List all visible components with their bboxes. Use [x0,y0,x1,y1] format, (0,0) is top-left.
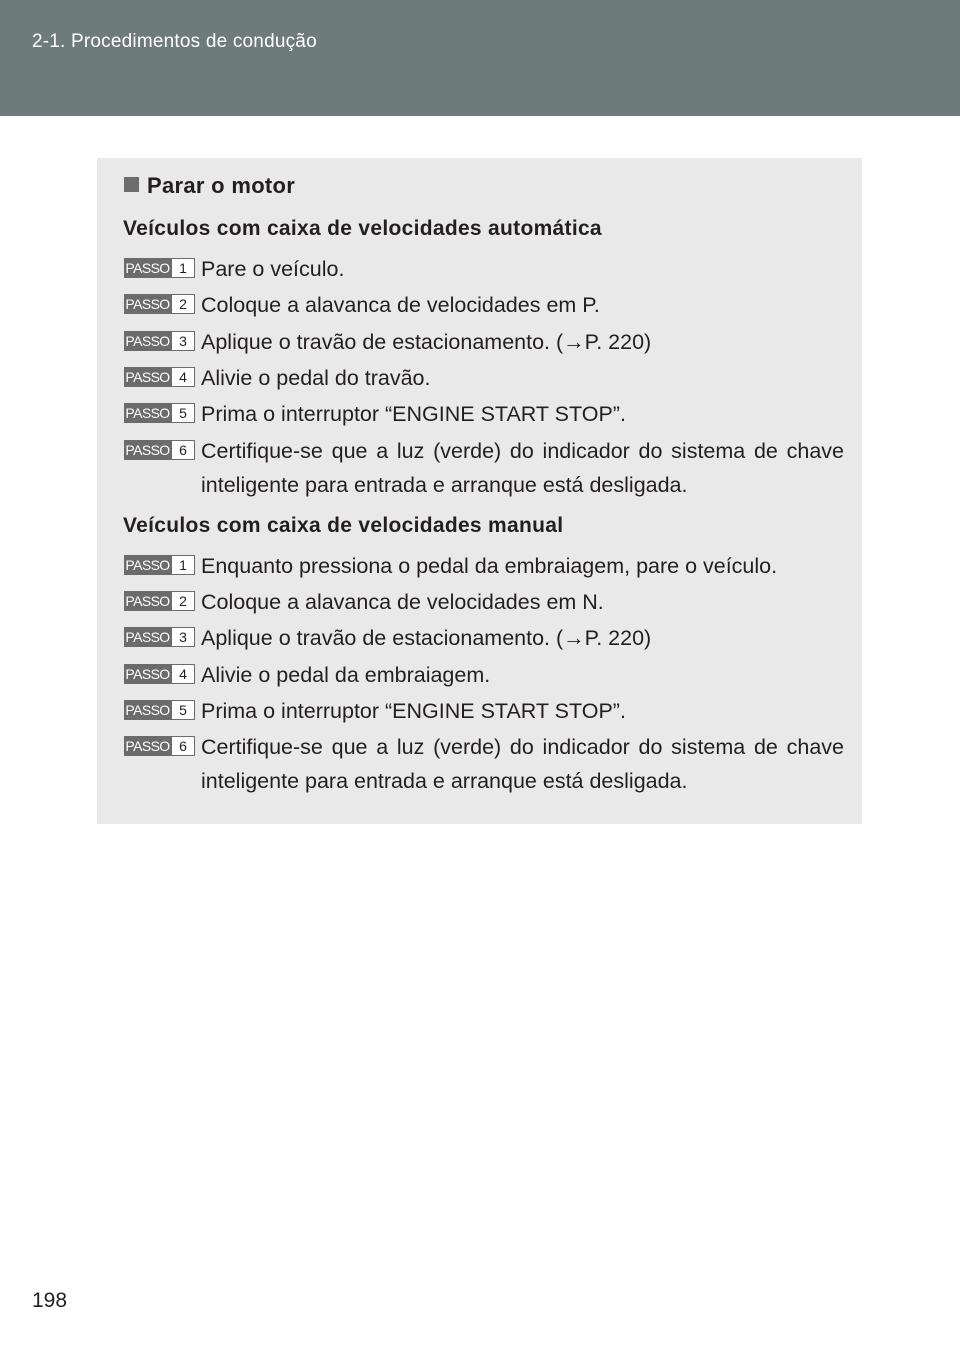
step-badge-label: PASSO [125,333,170,349]
step-text: Coloque a alavanca de velocidades em P. [201,293,600,317]
step-badge-label: PASSO [125,593,170,609]
step-badge [124,664,195,684]
step-item [124,658,844,692]
step-text: Certifique-se que a luz (verde) do indicador do sistema de chave inteligente para entrada e arranque está desligada. [201,735,844,793]
step-badge-label: PASSO [125,702,170,718]
step-item [124,730,844,798]
step-text: Coloque a alavanca de velocidades em N. [201,590,604,614]
step-item [124,361,844,395]
step-text: Pare o veículo. [201,257,345,281]
step-item [124,585,844,619]
step-badge [124,367,195,387]
step-badge [124,591,195,611]
step-badge [124,555,195,575]
step-text: Prima o interruptor “ENGINE START STOP”. [201,699,626,723]
step-text: Prima o interruptor “ENGINE START STOP”. [201,402,626,426]
step-badge [124,440,195,460]
step-badge [124,736,195,756]
step-item [124,621,844,655]
step-text: Alivie o pedal da embraiagem. [201,663,491,687]
step-badge-number: 2 [171,591,195,611]
step-item [124,434,844,502]
step-badge-number: 3 [171,331,195,351]
step-badge-label: PASSO [125,666,170,682]
step-badge-number: 5 [171,700,195,720]
step-badge-number: 3 [171,627,195,647]
section-heading [124,173,295,199]
step-badge-number: 4 [171,367,195,387]
step-badge-label: PASSO [125,738,170,754]
step-text: Aplique o travão de estacionamento. (→P. 220) [201,330,652,354]
step-item [124,325,844,359]
step-badge-label: PASSO [125,369,170,385]
page-number: 198 [32,1289,68,1312]
step-badge [124,258,195,278]
step-item [124,288,844,322]
step-item [124,252,844,286]
step-text: Aplique o travão de estacionamento. (→P. 220) [201,626,652,650]
step-badge-number: 2 [171,294,195,314]
step-badge [124,294,195,314]
group-heading-automatic: Veículos com caixa de velocidades automática [123,217,602,240]
step-item [124,549,844,583]
step-badge [124,627,195,647]
chapter-header-band [0,0,960,116]
step-badge-label: PASSO [125,442,170,458]
step-badge [124,700,195,720]
step-badge-number: 5 [171,403,195,423]
step-text: Enquanto pressiona o pedal da embraiagem, pare o veículo. [201,554,778,578]
step-badge-number: 6 [171,440,195,460]
step-text: Certifique-se que a luz (verde) do indicador do sistema de chave inteligente para entrada e arranque está desligada. [201,439,844,497]
step-badge-number: 6 [171,736,195,756]
section-title: Parar o motor [147,173,296,198]
step-badge-number: 4 [171,664,195,684]
step-item [124,694,844,728]
chapter-title: 2-1. Procedimentos de condução [32,31,317,52]
step-badge-number: 1 [171,555,195,575]
step-badge [124,331,195,351]
step-badge-label: PASSO [125,296,170,312]
step-badge-label: PASSO [125,629,170,645]
step-item [124,397,844,431]
group-heading-manual: Veículos com caixa de velocidades manual [123,514,564,537]
step-badge-label: PASSO [125,557,170,573]
square-bullet-icon [124,177,139,192]
step-badge-label: PASSO [125,260,170,276]
step-text: Alivie o pedal do travão. [201,366,431,390]
step-badge [124,403,195,423]
step-badge-number: 1 [171,258,195,278]
step-badge-label: PASSO [125,405,170,421]
